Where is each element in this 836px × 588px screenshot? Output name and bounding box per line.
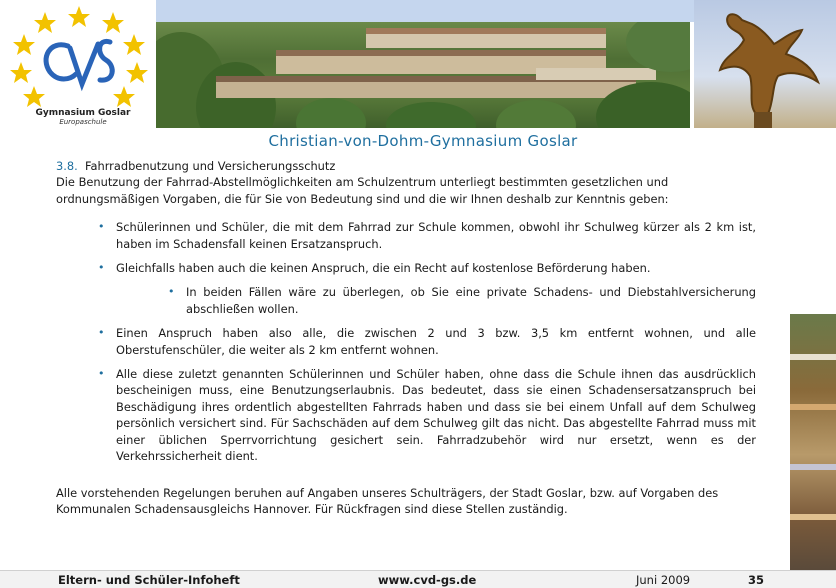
list-item [56,325,756,358]
bullet-icon: • [168,285,175,299]
eagle-icon [694,0,836,128]
logo-emblem [6,4,152,108]
star-icon [123,34,145,55]
list-item-text: In beiden Fällen wäre zu überlegen, ob Sie eine private Schadens- und Diebstahlversicherung abschließen wollen. [186,285,756,316]
list-item [56,260,756,276]
star-icon [68,6,90,27]
school-title: Christian-von-Dohm-Gymnasium Goslar [268,132,578,150]
side-photo [790,314,836,570]
main-content [56,158,756,517]
sub-list-item [56,284,756,317]
intro-paragraph: Die Benutzung der Fahrrad-Abstellmöglichkeiten am Schulzentrum unterliegt bestimmten gesetzlichen und ordnungsmäßigen Vorgaben, die für Sie von Bedeutung sind und die wir Ihnen deshalb zur Kenntnis geben: [56,175,669,206]
logo-caption [24,108,142,126]
star-icon [113,86,135,107]
page-footer [0,570,836,588]
school-logo [6,4,152,128]
section-title: Fahrradbenutzung und Versicherungsschutz [85,159,336,173]
list-item-text: Gleichfalls haben auch die keinen Anspruch, die ein Recht auf kostenlose Beförderung haben. [116,261,651,276]
star-icon [34,12,56,33]
star-icon [23,86,45,107]
page-number: 35 [748,573,765,587]
star-icon [102,12,124,33]
footer-date: Juni 2009 [636,573,691,587]
list-item-text: Alle diese zuletzt genannten Schülerinnen und Schüler haben, ohne dass die Schule ihnen das ausdrücklich bescheinigen muss, eine Benutzungserlaubnis. Das bedeutet, dass sie einen Schadensersatzanspruch bei Beschädigung ihres ordentlich abgestellten Fahrrads haben und dass sie bei einem Unfall auf dem Schulweg persönlich versichert sind. Für Sachschäden auf dem Schulweg gilt das nicht. Das abgestellte Fahrrad muss mit einer üblichen Sperrvorrichtung gesichert sein. Fahrradzubehör wird nur ersetzt, wenn es der Verkehrssicherheit dient. [116,367,756,464]
bullet-icon: • [98,261,105,275]
section-heading [56,158,756,174]
bullet-icon: • [98,367,105,381]
eagle-statue-photo [694,0,836,128]
section-number: 3.8. [56,159,78,173]
logo-subtitle: Europaschule [59,118,107,126]
list-item-text: Schülerinnen und Schüler, die mit dem Fahrrad zur Schule kommen, obwohl ihr Schulweg kürzer als 2 km ist, haben im Schadensfall keinen Ersatzanspruch. [116,220,756,251]
list-item-text: Einen Anspruch haben also alle, die zwischen 2 und 3 bzw. 3,5 km entfernt wohnen, und alle Oberstufenschüler, die weiter als 2 km entfernt wohnen. [116,326,756,357]
closing-paragraph: Alle vorstehenden Regelungen beruhen auf Angaben unseres Schulträgers, der Stadt Goslar, bzw. auf Vorgaben des Kommunalen Schadensausgleichs Hannover. Für Rückfragen sind diese Stellen zuständig. [56,485,719,516]
list-item [56,366,756,464]
star-icon [10,62,32,83]
bullet-icon: • [98,220,105,234]
star-icon [126,62,148,83]
logo-name: Gymnasium Goslar [35,108,131,118]
footer-url[interactable]: www.cvd-gs.de [378,573,477,587]
footer-title: Eltern- und Schüler-Infoheft [58,573,240,587]
bullet-icon: • [98,326,105,340]
star-icon [13,34,35,55]
campus-photo [156,22,690,128]
list-item [56,219,756,252]
bullet-list [56,219,756,464]
